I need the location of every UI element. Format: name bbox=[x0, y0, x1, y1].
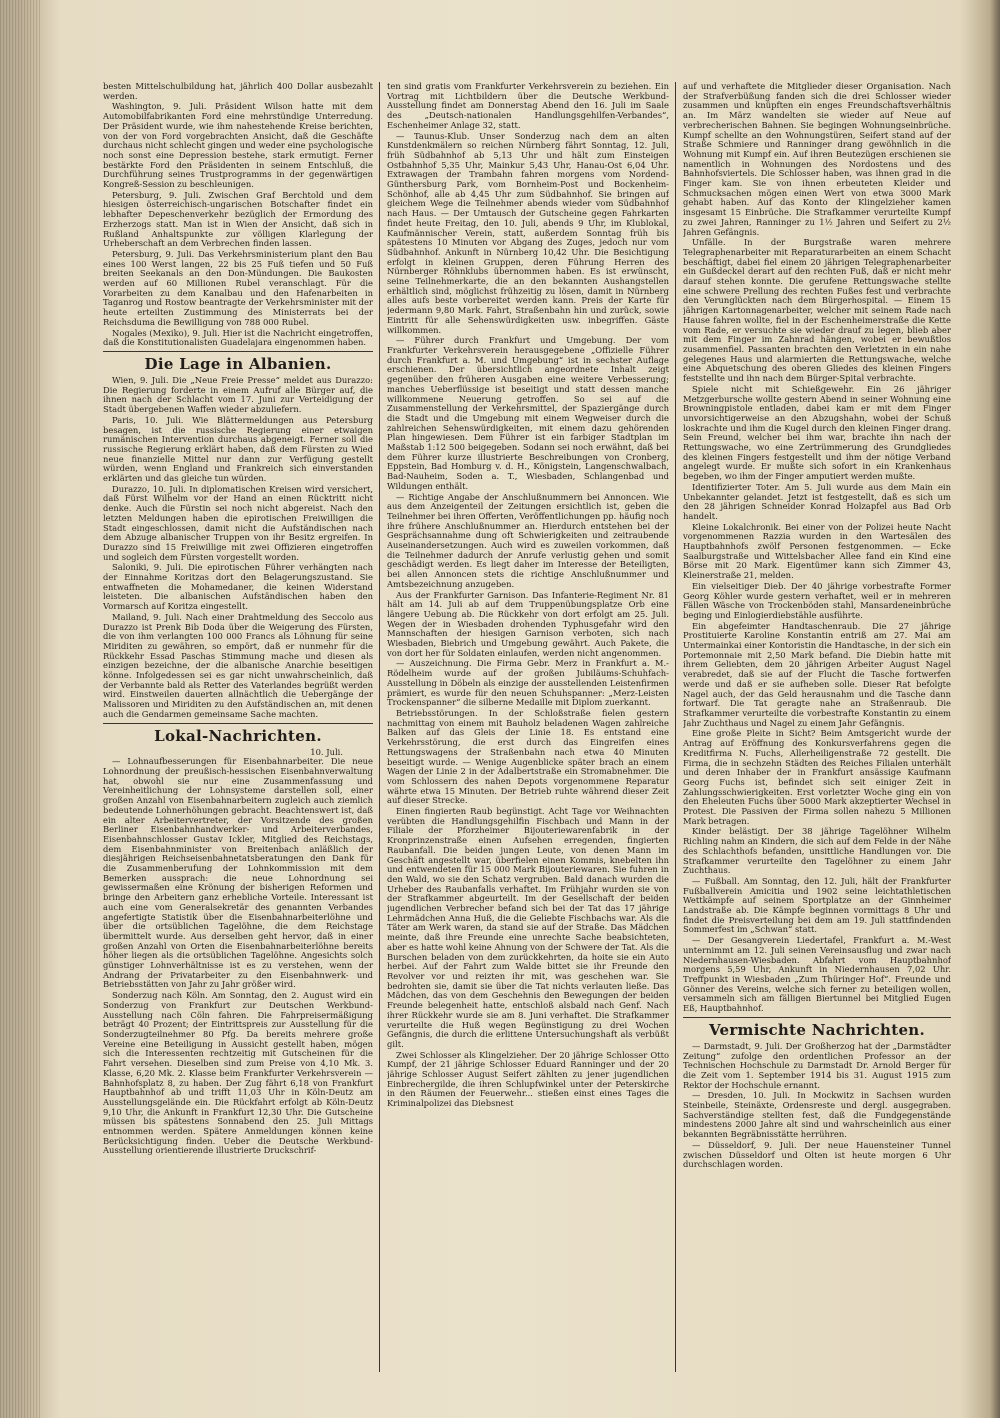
article-paragraph: — Darmstadt, 9. Juli. Der Großherzog hat der „Darmstädter Zeitung“ zufolge den ordentlichen Professor an der Technischen Hochschule zu Darmstadt Dr. Arnold Berger für die Zeit vom 1. September 1914 bis 31. August 1915 zum Rektor der Hochschule ernannt. bbox=[683, 1040, 951, 1090]
article-paragraph: Paris, 10. Juli. Wie Blättermeldungen aus Petersburg besagen, ist die russische Regierung einer etwaigen rumänischen Intervention durchaus abgeneigt. Ferner soll die russische Regierung erklärt haben, daß dem Fürsten zu Wied neue finanzielle Mittel nur dann zur Verfügung gestellt würden, wenn England und Frankreich sich einverstanden erklärten und das gleiche tun würden. bbox=[103, 414, 373, 484]
article-paragraph: — Lohnaufbesserungen für Eisenbahnarbeiter. Die neue Lohnordnung der preußisch-hessischen Eisenbahnverwaltung hat, obwohl sie nur eine Zusammenfassung und Vereinheitlichung der Lohnsysteme darstellen soll, einer großen Anzahl von Eisenbahnarbeitern zugleich auch ziemlich bedeutende Lohnerhöhungen gebracht. Beachtenswert ist, daß ein alter Arbeitervertreter, der Vorsitzende des großen Berliner Eisenbahnhandwerker- und Arbeiterverbandes, Eisenbahnschlosser Gustav Ickler, Mitglied des Reichstags, dem Eisenbahnminister von Breitenbach anläßlich der diesjährigen Reichseisenbahnetatsberatungen den Dank für die Zusammenberufung der Lohnkommission mit dem Bemerken aussprach: die neue Lohnordnung sei gewissermaßen eine Krönung der bisherigen Reformen und bringe den Arbeitern ganz erhebliche Vorteile. Interessant ist auch eine vom Generalsekretär des genannten Verbandes angefertigte Statistik über die Eisenbahnarbeiterlöhne und über die ortsüblichen Tagelöhne, die dem Reichstage übermittelt wurde. Aus derselben geht hervor, daß in einer großen Anzahl von Orten die Eisenbahnarbeiterlöhne bereits höher liegen als die ortsüblichen Tagelöhne. Angesichts solch günstiger Lohnverhältnisse ist es zu verstehen, wenn der Andrang der Privatarbeiter zu den Eisenbahnwerk- und Betriebsstätten von Jahr zu Jahr größer wird. bbox=[103, 756, 373, 990]
column-2 bbox=[387, 82, 669, 1372]
article-paragraph: Wien, 9. Juli. Die „Neue Freie Presse“ meldet aus Durazzo: Die Regierung forderte in einem Aufruf alle Bürger auf, die ihnen nach der Schlacht vom 17. Juni zur Verteidigung der Stadt übergebenen Waffen wieder abzuliefern. bbox=[103, 374, 373, 415]
page-edges bbox=[0, 0, 40, 1418]
article-paragraph: Unfälle. In der Burgstraße waren mehrere Telegraphenarbeiter mit Reparaturarbeiten an einem Schacht beschäftigt, dabei fiel einem 20 jährigen Telegraphenarbeiter ein Gußdeckel derart auf den rechten Fuß, daß er nicht mehr darauf stehen konnte. Die gerufene Rettungswache stellte eine schwere Prellung des rechten Fußes fest und verbrachte den Verunglückten nach dem Bürgerhospital. — Einem 15 jährigen Kartonnagenarbeiter, welcher mit seinem Rade nach Hause fahren wollte, fiel in der Eschenheimerstraße die Kette vom Rade, er versuchte sie wieder drauf zu legen, blieb aber mit dem Finger im Zahnrad hängen, wobei er bewußtlos zusammenfiel. Passanten brachten den Verletzten in ein nahe gelegenes Haus und alarmierten die Rettungswache, welche eine Abquetschung des oberen Gliedes des kleinen Fingers feststellte und ihn nach dem Bürger-Spital verbrachte. bbox=[683, 237, 951, 384]
article-paragraph: — Richtige Angabe der Anschlußnummern bei Annoncen. Wie aus dem Anzeigenteil der Zeitungen ersichtlich ist, geben die Teilnehmer bei ihren Offerten, Veröffentlichungen pp. häufig noch ihre frühere Anschlußnummer an. Hierdurch entstehen bei der Gesprächsannahme dung oft Schwierigkeiten und zeitraubende Auseinandersetzungen. Auch wird es zuweilen vorkommen, daß die Teilnehmer dadurch der Anrufe verlustig gehen und somit geschädigt werden. Es liegt daher im Interesse der Beteiligten, bei allen Annoncen stets die richtige Anschlußnummer und Amtsbezeichnung anzugeben. bbox=[387, 491, 669, 589]
article-paragraph: Washington, 9. Juli. Präsident Wilson hatte mit dem Automobilfabrikanten Ford eine mehrstündige Unterredung. Der Präsident wurde, wie ihm nahestehende Kreise berichten, von der von Ford vorgebrachten Ansicht, daß die Geschäfte durchaus nicht schlecht gingen und weder eine psychologische noch sonst eine Depression bestehe, stark ermutigt. Ferner bestärkte Ford den Präsidenten in seinem Entschluß, die Durchführung seines Trustprogramms in der gegenwärtigen Kongreß-Session zu beschleunigen. bbox=[103, 101, 373, 190]
article-paragraph: Eine große Pleite in Sicht? Beim Amtsgericht wurde der Antrag auf Eröffnung des Konkursverfahrens gegen die Kreditfirma N. Fuchs, Allerheiligenstraße 72 gestellt. Die Firma, die in sechzehn Städten des Reiches Filialen unterhält und deren Inhaber der in Frankfurt ansässige Kaufmann Georg Fuchs ist, befindet sich seit einiger Zeit in Zahlungsschwierigkeiten. Erst vorletzter Woche ging ein von den Eheleuten Fuchs über 5000 Mark akzeptierter Wechsel in Protest. Die Passiven der Firma sollen nahezu 5 Millionen Mark betragen. bbox=[683, 728, 951, 826]
newspaper-page bbox=[95, 82, 955, 1372]
article-paragraph: Aus der Frankfurter Garnison. Das Infanterie-Regiment Nr. 81 hält am 14. Juli ab auf dem Truppenübungsplatze Orb eine längere Uebung ab. Die Rückkehr von dort erfolgt am 25. Juli. Wegen der in Wiesbaden drohenden Typhusgefahr wird den Mannschaften der hiesigen Garnison verboten, sich nach Wiesbaden, Biebrich und Umgebung gewährt. Auch Pakete, die von dort her für Soldaten einlaufen, werden nicht angenommen. bbox=[387, 589, 669, 658]
article-paragraph: — Fußball. Am Sonntag, den 12. Juli, hält der Frankfurter Fußballverein Amicitia und 1902 seine leichtathletischen Wettkämpfe auf seinem Sportplatze an der Ginnheimer Landstraße ab. Die Kämpfe beginnen vormittags 8 Uhr und findet die Preisverteilung bei dem am 19. Juli stattfindenden Sommerfest im „Schwan“ statt. bbox=[683, 875, 951, 935]
article-paragraph: Identifizierter Toter. Am 5. Juli wurde aus dem Main ein Unbekannter gelandet. Jetzt ist festgestellt, daß es sich um den 28 jährigen Schneider Konrad Holzapfel aus Bad Orb handelt. bbox=[683, 481, 951, 521]
dateline: 10. Juli. bbox=[310, 746, 343, 757]
section-divider bbox=[103, 723, 373, 724]
article-paragraph: Ein abgefeimter Handtaschenraub. Die 27 jährige Prostituierte Karoline Konstantin entriß am 27. Mai am Untermainkai einer Kontoristin die Handtasche, in der sich ein Portemonnaie mit 2,50 Mark befand. Die Diebin hatte mit ihrem Geliebten, dem 20 jährigen Arbeiter August Nagel verabredet, daß sie auf der Flucht die Tasche fortwerfen werde und daß er sie aufheben solle. Dieser Rat befolgte Nagel auch, der das Geld herausnahm und die Tasche dann fortwarf. Die Tat geragte nahe an Straßenraub. Die Strafkammer verurteilte die vorbestrafte Konstantin zu einem Jahr Zuchthaus und Nagel zu einem Jahr Gefängnis. bbox=[683, 620, 951, 728]
column-3 bbox=[683, 82, 951, 1372]
article-paragraph: — Dresden, 10. Juli. In Mockwitz in Sachsen wurden Steinbeile, Steinäxte, Ordensreste und dergl. ausgegraben. Sachverständige stellten fest, daß die Fundgegenstände mindestens 2000 Jahre alt sind und wahrscheinlich aus einer bekannten Begräbnisstätte herrühren. bbox=[683, 1090, 951, 1140]
article-paragraph: Sonderzug nach Köln. Am Sonntag, den 2. August wird ein Sonderzug von Frankfurt zur Deutschen Werkbund-Ausstellung nach Cöln fahren. Die Fahrpreisermäßigung beträgt 40 Prozent; der Eintrittspreis zur Ausstellung für die Sonderzugteilnehmer 80 Pfg. Da bereits mehrere große Vereine eine Beteiligung in Aussicht gestellt haben, mögen sich die Interessenten rechtzeitig mit Gutscheinen für die Fahrt versehen. Dieselben sind zum Preise von 4,10 Mk. 3. Klasse, 6,20 Mk. 2. Klasse beim Frankfurter Verkehrsverein — Bahnhofsplatz 8, zu haben. Der Zug fährt 6,18 von Frankfurt Hauptbahnhof ab und trifft 11,03 Uhr in Köln-Deutz am Ausstellungsgelände ein. Die Rückfahrt erfolgt ab Köln-Deutz 9,10 Uhr, die Ankunft in Frankfurt 12,30 Uhr. Die Gutscheine müssen bis spätestens Sonnabend den 25. Juli Mittags entnommen werden. Spätere Anmeldungen können keine Berücksichtigung finden. Ueber die Deutsche Werkbund-Ausstellung orientierende illustrierte Druckschrif- bbox=[103, 990, 373, 1156]
article-paragraph: Petersburg, 9. Juli. Zwischen Graf Berchtold und dem hiesigen österreichisch-ungarischen Botschafter findet ein lebhafter Depeschenverkehr bezüglich der Ermordung des Erzherzogs statt. Man ist in Wien der Ansicht, daß sich in Rußland Anhaltspunkte zur völligen Klarlegung der Urheberschaft an dem Verbrechen finden lassen. bbox=[103, 189, 373, 249]
article-paragraph: Betriebsstörungen. In der Schloßstraße fielen gestern nachmittag von einem mit Bauholz beladenen Wagen zahlreiche Balken auf das Gleis der Linie 18. Es entstand eine Verkehrsstörung, die erst durch das Eingreifen eines Rettungswagens der Straßenbahn nach etwa 40 Minuten beseitigt wurde. — Wenige Augenblicke später brach an einem Wagen der Linie 2 in der Adalbertstraße ein Stromabnehmer. Die vom Schlossern des nahen Depots vorgenommene Reparatur währte etwa 15 Minuten. Der Betrieb ruhte während dieser Zeit auf dieser Strecke. bbox=[387, 708, 669, 806]
article-paragraph: — Auszeichnung. Die Firma Gebr. Merz in Frankfurt a. M.-Rödelheim wurde auf der großen Jubiläums-Schuhfach-Ausstellung in Döbeln als einzige der ausstellenden Leistenfirmen prämiert, es wurde für den neuen Schuhspanner: „Merz-Leisten Trockenspanner“ die silberne Medaille mit Diplom zuerkannt. bbox=[387, 658, 669, 708]
article-paragraph: Saloniki, 9. Juli. Die epirotischen Führer verhängten nach der Einnahme Koritzas dort den Belagerungszustand. Sie entwaffneten die Mohamedaner, die keinen Widerstand leisteten. Die albanischen Aufständischen haben den Vormarsch auf Koritza eingestellt. bbox=[103, 562, 373, 612]
article-paragraph: auf und verhaftete die Mitglieder dieser Organisation. Nach der Strafverbüßung fanden sich die drei Schlosser wieder zusammen und knüpften ein enges Freundschaftsverhältnis an. Im März wandelten sie wieder auf Neue auf verbrecherischen Bahnen. Sie begingen Wohnungseinbrüche. Kumpf schellte an den Wohnungstüren, Seifert stand auf der Straße Schmiere und Ranninger drang gewöhnlich in die Wohnung mit Kumpf ein. Auf ihren Beutezügen erschienen sie namentlich in Wohnungen des Nordostens und des Bahnhofsviertels. Die Schlosser haben, was ihnen grad in die Finger kam. Sie von ihnen erbeuteten Kleider und Schmucksachen mögen einen Wert von etwa 3000 Mark gehabt haben. Auf das Konto der Klingelzieher kamen insgesamt 15 Einbrüche. Die Strafkammer verurteilte Kumpf zu zwei Jahren, Ranninger zu 1½ Jahren und Seifert zu 2½ Jahren Gefängnis. bbox=[683, 82, 951, 237]
article-paragraph: Spiele nicht mit Schießgewehr. Ein 26 jähriger Metzgerbursche wollte gestern Abend in seiner Wohnung eine Browningpistole entladen, dabei kam er mit dem Finger unvorsichtigerweise an den Abzugshahn, wobei der Schuß loskrachte und ihm die Kugel durch den kleinen Finger drang. Sein Freund, welcher bei ihm war, brachte ihn nach der Rettungswache, wo eine Zertrümmerung des Grundgliedes des kleinen Fingers festgestellt und ihm der nötige Verband angelegt wurde. Er mußte sich sofort in ein Krankenhaus begeben, wo ihm der Finger amputiert werden mußte. bbox=[683, 383, 951, 482]
article-paragraph: besten Mittelschulbildung hat, jährlich 400 Dollar ausbezahlt werden. bbox=[103, 82, 373, 101]
article-paragraph: ten sind gratis vom Frankfurter Verkehrsverein zu beziehen. Ein Vortrag mit Lichtbildern über die Deutsche Werkbund-Ausstellung findet am Donnerstag Abend den 16. Juli im Saale des „Deutsch-nationalen Handlungsgehilfen-Verbandes“, Eschenheimer Anlage 32, statt. bbox=[387, 82, 669, 130]
article-paragraph: Ein vielseitiger Dieb. Der 40 jährige vorbestrafte Former Georg Köhler wurde gestern verhaftet, weil er in mehreren Fällen Wäsche von Trockenböden stahl, Mansardeneinbrüche beging und Einlogierdiebstähle ausführte. bbox=[683, 580, 951, 620]
section-divider bbox=[103, 351, 373, 352]
article-paragraph: — Führer durch Frankfurt und Umgebung. Der vom Frankfurter Verkehrsverein herausgegebene „Offizielle Führer durch Frankfurt a. M. und Umgebung“ ist in sechster Auflage erschienen. Der übersichtlich angeordnete Inhalt zeigt gegenüber den früheren Ausgaben eine weitere Verbesserung; manches Ueberflüssige ist beseitigt und statt dessen manche willkommene Neuerung getroffen. So sei auf die Zusammenstellung der Verkehrsmittel, der Spaziergänge durch die Stadt und die Umgebung mit einem Wegweiser durch die zahlreichen Sehenswürdigkeiten, mit einem dazu gehörenden Plan hingewiesen. Dem Führer ist ein farbiger Stadtplan im Maßstab 1:12 500 beigegeben. Sodann sei noch erwähnt, daß bei dem Führer kurze illustrierte Beschreibungen von Cronberg, Eppstein, Bad Homburg v. d. H., Königstein, Langenschwalbach, Bad-Nauheim, Soden a. T., Wiesbaden, Schlangenbad und Wildungen enthält. bbox=[387, 335, 669, 491]
article-paragraph: Einen fingierten Raub begünstigt. Acht Tage vor Weihnachten verübten die Handlungsgehilfin Fischbach und Mann in der Filiale der Pforzheimer Bijouteriewarenfabrik in der Kronprinzenstraße einen Aufsehen erregenden, fingierten Raubanfall. Die beiden jungen Leute, von denen Mann im Geschäft angestellt war, überfielen einen Kommis, knebelten ihn und entwendeten für 15 000 Mark Bijouteriewaren. Sie fuhren in den Wald, wo sie den Schatz vergruben. Bald danach wurden die Urheber des Raubanfalls verhaftet. Im Frühjahr wurden sie von der Strafkammer abgeurteilt. Im der Gesellschaft der beiden jugendlichen Verbrecher befand sich bei der Tat das 17 jährige Lehrmädchen Anna Huß, die die Geliebte Fischbachs war. Als die Täter am Werk waren, da stand sie auf der Straße. Das Mädchen meinte, daß ihre Freunde eine unrechte Sache beabsichteten, aber es hatte wohl keine Ahnung von der Schwere der Tat. Als die Burschen beladen von dem zurückkehrten, da hoite sie ein Auto herbei. Auf der Fahrt zum Walde bittet sie ihr Freunde den Revolver vor und reizten ihr mit, was geschehen war. Sie bedrohten sie, damit sie über die Tat nichts verlauten ließe. Das Mädchen, das von dem Geschehnis den Bewegungen der beiden Freunde belegenheit hatte, entschloß alsbald nach Genf. Nach ihrer Rückkehr wurde sie am 8. Juni verhaftet. Die Strafkammer verurteilte die Huß wegen Begünstigung zu drei Wochen Gefängnis, die durch die erlittene Untersuchungshaft als verbüßt gilt. bbox=[387, 806, 669, 1049]
article-paragraph: Nogales (Mexiko), 9. Juli. Hier ist die Nachricht eingetroffen, daß die Konstitutionalisten Guadelajara eingenommen haben. bbox=[103, 327, 373, 348]
article-paragraph: — Düsseldorf, 9. Juli. Der neue Hauensteiner Tunnel zwischen Düsseldorf und Olten ist heute morgen 6 Uhr durchschlagen worden. bbox=[683, 1139, 951, 1170]
section-divider bbox=[683, 1017, 951, 1018]
section-heading-lokal: Lokal-Nachrichten. bbox=[154, 726, 322, 745]
article-paragraph: Zwei Schlosser als Klingelzieher. Der 20 jährige Schlosser Otto Kumpf, der 21 jährige Schlosser Eduard Ranninger und der 20 jährige Schlosser August Seifert zählten zu jener jugendlichen Einbrechergilde, die ihren Schlupfwinkel unter der Peterskirche in den Räumen der Feuerwehr... stießen einst eines Tages die Kriminalpolizei das Diebsnest bbox=[387, 1049, 669, 1109]
article-paragraph: Durazzo, 10. Juli. In diplomatischen Kreisen wird versichert, daß Fürst Wilhelm vor der Hand an einen Rücktritt nicht denke. Auch die Fürstin sei noch nicht abgereist. Nach den letzten Meldungen haben die epirotischen Freiwilligen die Stadt eingeschlossen, damit nicht die Aufständischen nach dem Abzuge albanischer Truppen von ihr Besitz ergreifen. In Durazzo sind 15 Freiwillige mit zwei Offizieren eingetroffen und sogleich dem Fürsten vorgestellt worden. bbox=[103, 483, 373, 562]
column-rule bbox=[379, 82, 380, 1372]
article-paragraph: Petersburg, 9. Juli. Das Verkehrsministerium plant den Bau eines 100 Werst langen, 22 bis 25 Fuß tiefen und 50 Fuß breiten Seekanals an den Don-Mündungen. Die Baukosten werden auf 60 Millionen Rubel veranschlagt. Für die Vorarbeiten zu dem Kanalbau und den Hafenarbeiten in Taganrog und Rostow beantragte der Verkehrsminister mit der heute erteilten Zustimmung des Ministerrats bei der Reichsduma die Bewilligung von 788 000 Rubel. bbox=[103, 248, 373, 327]
section-heading-vermischte: Vermischte Nachrichten. bbox=[708, 1020, 926, 1039]
article-paragraph: Mailand, 9. Juli. Nach einer Drahtmeldung des Seccolo aus Durazzo ist Prenk Bib Doda über die Weigerung des Fürsten, die von ihm verlangten 100 000 Francs als Löhnung für seine Miriditen zu gewähren, so empört, daß er nunmehr für die Rückkehr Essad Paschas Stimmung mache und diesen als einzigen bezeichne, der die albanische Anarchie beseitigen könne. Infolgedessen sei es gar nicht unwahrscheinlich, daß der Verbannte bald als Retter des Vaterlandes begrüßt werden wird. Einstweilen dauerten allnächtlich die Uebergänge der Malissoren und Miriditen zu den Aufständischen an, mit denen auch die Gendarmen gemeinsame Sache machten. bbox=[103, 611, 373, 719]
article-paragraph: — Der Gesangverein Liedertafel, Frankfurt a. M.-West unternimmt am 12. Juli seinen Vereinsausflug und zwar nach Niedernhausen-Wiesbaden. Abfahrt vom Hauptbahnhof morgens 5,59 Uhr, Ankunft in Niedernhausen 7,02 Uhr. Treffpunkt in Wiesbaden „Zum Thüringer Hof“. Freunde und Gönner des Vereins, welche sich ferner zu beteiligen wollen, versammeln sich am fälligen Biertunnel bei Mitglied Eugen Eß, Hauptbahnhof. bbox=[683, 935, 951, 1014]
section-heading-albanien: Die Lage in Albanien. bbox=[144, 354, 332, 373]
article-paragraph: Kleine Lokalchronik. Bei einer von der Polizei heute Nacht vorgenommenen Razzia wurden in den Wartesälen des Hauptbahnhofs zwölf Personen festgenommen. — Ecke Saalburgstraße und Wittelsbacher Allee fand ein Kind eine Börse mit 20 Mark. Eigentümer kann sich Zimmer 43, Kleinerstraße 21, melden. bbox=[683, 521, 951, 581]
column-rule bbox=[675, 82, 676, 1372]
article-paragraph: Kinder belästigt. Der 38 jährige Tagelöhner Wilhelm Richling nahm an Kindern, die sich auf dem Felde in der Nähe des Schlachthofs befanden, unsittliche Handlungen vor. Die Strafkammer verurteilte den Tagelöhner zu einem Jahr Zuchthaus. bbox=[683, 826, 951, 876]
article-paragraph: — Taunus-Klub. Unser Sonderzug nach dem an alten Kunstdenkmälern so reichen Nürnberg fährt Sonntag, 12. Juli, früh Südbahnhof ab 5,13 Uhr und hält zum Einsteigen Ostbahnhof 5,35 Uhr, Mainkur 5,43 Uhr, Hanau-Ost 6,04 Uhr. Extrawagen der Trambahn fahren morgens vom Nordend-Günthersburg Park, vom Bornheim-Post und Bockenheim-Schönhof, alle ab 4,45 Uhr zum Südbahnhof. Sie bringen auf gleichem Wege die Teilnehmer abends wieder vom Südbahnhof nach Haus. — Der Umtausch der Gutscheine gegen Fahrkarten findet heute Freitag, den 10. Juli, abends 9 Uhr, im Klublokal, Kaufmännischer Verein, statt, außerdem Sonntag früh bis spätestens 10 Minuten vor Abgang des Zuges, jedoch nur vom Südbahnhof. Ankunft in Nürnberg 10,42 Uhr. Die Besichtigung erfolgt in kleinen Gruppen, deren Führung Herren des Nürnberger Röhnklubs übernommen haben. Es ist erwünscht, seine Teilnehmerkarte, die an den bekannten Aushangstellen erhältlich sind, möglichst frühzeitig zu lösen, damit in Nürnberg alles aufs beste vorbereitet werden kann. Preis der Karte für jedermann 9,80 Mark. Fahrt, Straßenbahn hin und zurück, sowie Eintritt für alle Sehenswürdigkeiten usw. inbegriffen. Gäste willkommen. bbox=[387, 130, 669, 335]
column-1 bbox=[103, 82, 373, 1372]
